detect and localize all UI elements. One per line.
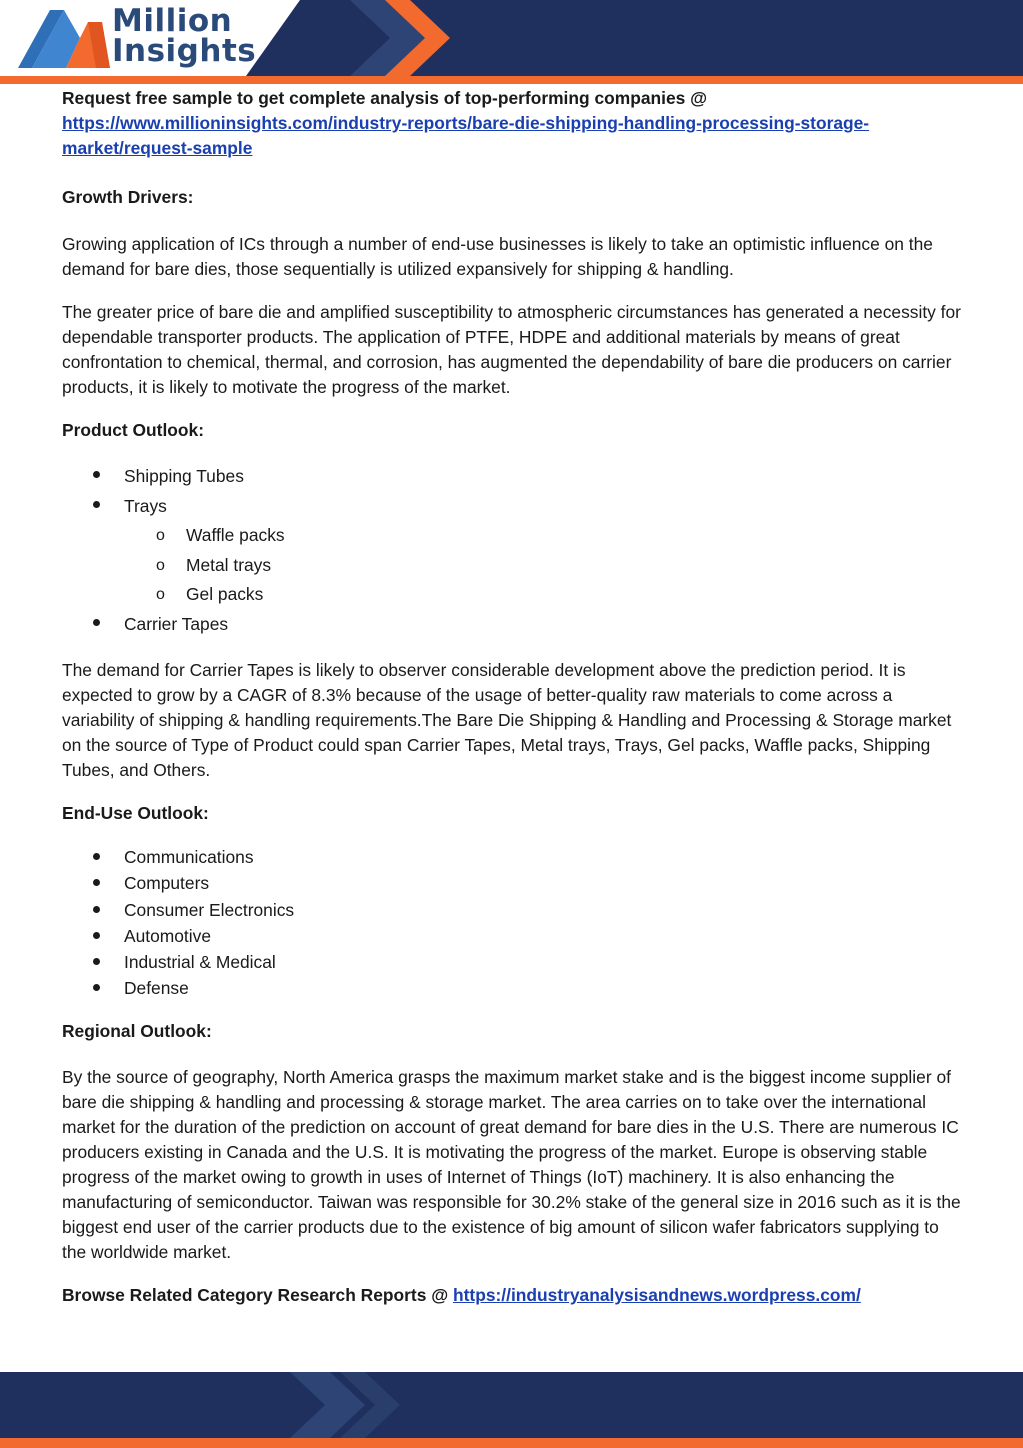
product-heading: Product Outlook: [62,420,205,440]
logo-line1: Million [112,3,233,39]
enduse-list [62,844,967,1002]
footer-graphic [0,1372,1023,1448]
product-list [62,462,967,639]
browse-text: Browse Related Category Research Reports @ [62,1284,449,1305]
product-paragraph: The demand for Carrier Tapes is likely to observer considerable development above the prediction period. It is expected to grow by a CAGR of 8.3% because of the usage of better-quality raw materials to come across a variability of shipping & handling requirements.The Bare Die Shipping & Handling and Processing & Storage market on the source of Type of Product could span Carrier Tapes, Metal trays, Trays, Gel packs, Waffle packs, Shipping Tubes, and Others. [62,660,952,780]
growth-heading: Growth Drivers: [62,187,194,207]
list-item [62,492,967,610]
logo-line2: Insights [112,33,257,69]
footer-banner [0,1372,1023,1448]
list-item-label: Trays [124,495,167,516]
header-banner [0,0,1023,84]
browse-link[interactable]: https://industryanalysisandnews.wordpress.com/ [453,1284,861,1305]
list-item: Automotive [62,923,967,949]
sub-list-item: o Metal trays [62,551,967,581]
growth-paragraph-2: The greater price of bare die and amplified susceptibility to atmospheric circumstances has generated a necessity for dependable transporter products. The application of PTFE, HDPE and additional materials by means of great confrontation to chemical, thermal, and corrosion, has augmented the dependability of bare die producers on carrier products, it is likely to motivate the progress of the market. [62,302,961,397]
request-sample-link-line1[interactable]: https://www.millioninsights.com/industry-reports/bare-die-shipping-handling-processing-storage- [62,113,870,133]
list-item: Consumer Electronics [62,897,967,923]
enduse-heading: End-Use Outlook: [62,803,209,823]
growth-paragraph-1: Growing application of ICs through a number of end-use businesses is likely to take an optimistic influence on the demand for bare dies, those sequentially is utilized expansively for shipping & handling. [62,234,933,279]
list-item: Communications [62,844,967,870]
list-item: Carrier Tapes [62,610,967,640]
list-item: Computers [62,870,967,896]
sub-list-item: o Gel packs [62,580,967,610]
regional-paragraph: By the source of geography, North America grasps the maximum market stake and is the biggest income supplier of bare die shipping & handling and processing & storage market. The area carries on to take over the international market for the duration of the prediction on account of great demand for bare dies in the U.S. There are numerous IC producers existing in Canada and the U.S. It is motivating the progress of the market. Europe is observing stable progress of the market owing to growth in uses of Internet of Things (IoT) machinery. It is also enhancing the manufacturing of semiconductor. Taiwan was responsible for 30.2% stake of the general size in 2016 such as it is the biggest end user of the carrier products due to the existence of big amount of silicon wafer fabricators supplying to the worldwide market. [62,1066,961,1262]
list-item: Industrial & Medical [62,949,967,975]
regional-heading: Regional Outlook: [62,1020,212,1041]
document-body [62,86,967,1308]
request-sample-link-line2[interactable]: market/request-sample [62,138,253,158]
sub-list-item: o Waffle packs [62,521,967,551]
intro-text: Request free sample to get complete analysis of top-performing companies @ [62,88,708,108]
browse-line [62,1283,967,1308]
logo-icon [12,2,122,78]
list-item: Shipping Tubes [62,462,967,492]
logo-wordmark [112,3,257,69]
list-item: Defense [62,975,967,1001]
trays-sublist [62,521,967,610]
